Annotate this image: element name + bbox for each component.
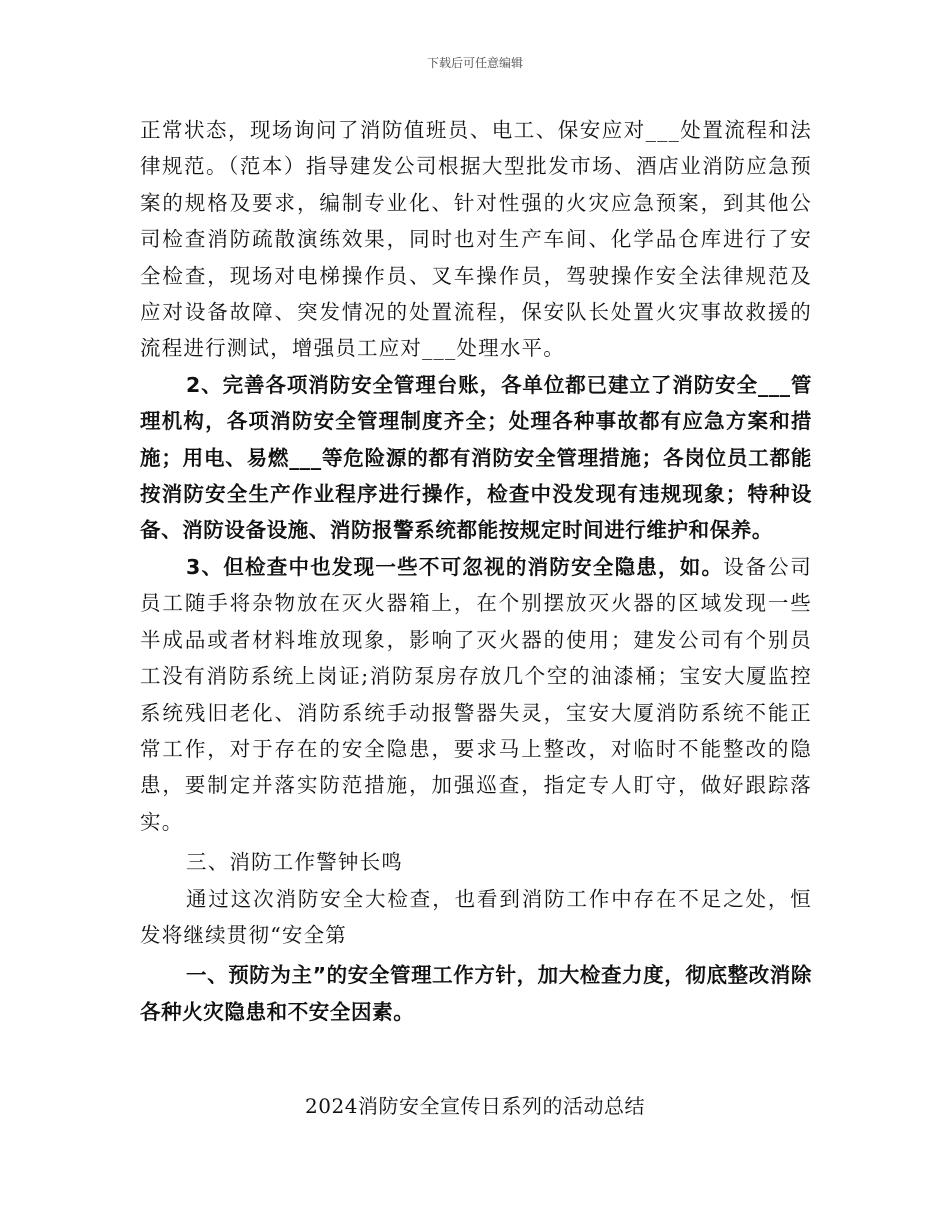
paragraph-policy: 一、预防为主”的安全管理工作方针，加大检查力度，彻底整改消除各种火灾隐患和不安全因素。 xyxy=(140,963,812,1024)
paragraph-conclusion: 通过这次消防安全大检查，也看到消防工作中存在不足之处，恒发将继续贯彻“安全第 xyxy=(140,886,812,947)
hazards-details: 设备公司员工随手将杂物放在灭火器箱上，在个别摆放灭火器的区域发现一些半成品或者材料堆放现象，影响了灭火器的使用；建发公司有个别员工没有消防系统上岗证;消防泵房存放几个空的油漆桶；宝安大厦监控系统残旧老化、消防系统手动报警器失灵，宝安大厦消防系统不能正常工作，对于存在的安全隐患，要求马上整改，对临时不能整改的隐患，要制定并落实防范措施，加强巡查，指定专人盯守，做好跟踪落实。 xyxy=(140,554,812,834)
section-heading-three: 三、消防工作警钟长鸣 xyxy=(186,850,403,875)
paragraph-management-records: 2、完善各项消防安全管理台账，各单位都已建立了消防安全___管理机构，各项消防安全管理制度齐全；处理各种事故都有应急方案和措施；用电、易燃___等危险源的都有消防安全管理措施；各岗位员工都能按消防安全生产作业程序进行操作，检查中没发现有违规现象；特种设备、消防设备设施、消防报警系统都能按规定时间进行维护和保养。 xyxy=(140,372,812,543)
paragraph-inspection-details: 正常状态，现场询问了消防值班员、电工、保安应对___处置流程和法律规范。（范本）指导建发公司根据大型批发市场、酒店业消防应急预案的规格及要求，编制专业化、针对性强的火灾应急预案，到其他公司检查消防疏散演练效果，同时也对生产车间、化学品仓库进行了安全检查，现场对电梯操作员、叉车操作员，驾驶操作安全法律规范及应对设备故障、突发情况的处置流程，保安队长处置火灾事故救援的流程进行测试，增强员工应对___处理水平。 xyxy=(140,118,812,361)
document-body xyxy=(140,112,812,1030)
download-note: 下载后可任意编辑 xyxy=(426,56,523,70)
document-title: 2024消防安全宣传日系列的活动总结 xyxy=(305,1094,645,1118)
paragraph-hazards-found xyxy=(140,549,812,840)
hazards-lead-sentence: 3、但检查中也发现一些不可忽视的消防安全隐患，如。 xyxy=(186,554,724,579)
